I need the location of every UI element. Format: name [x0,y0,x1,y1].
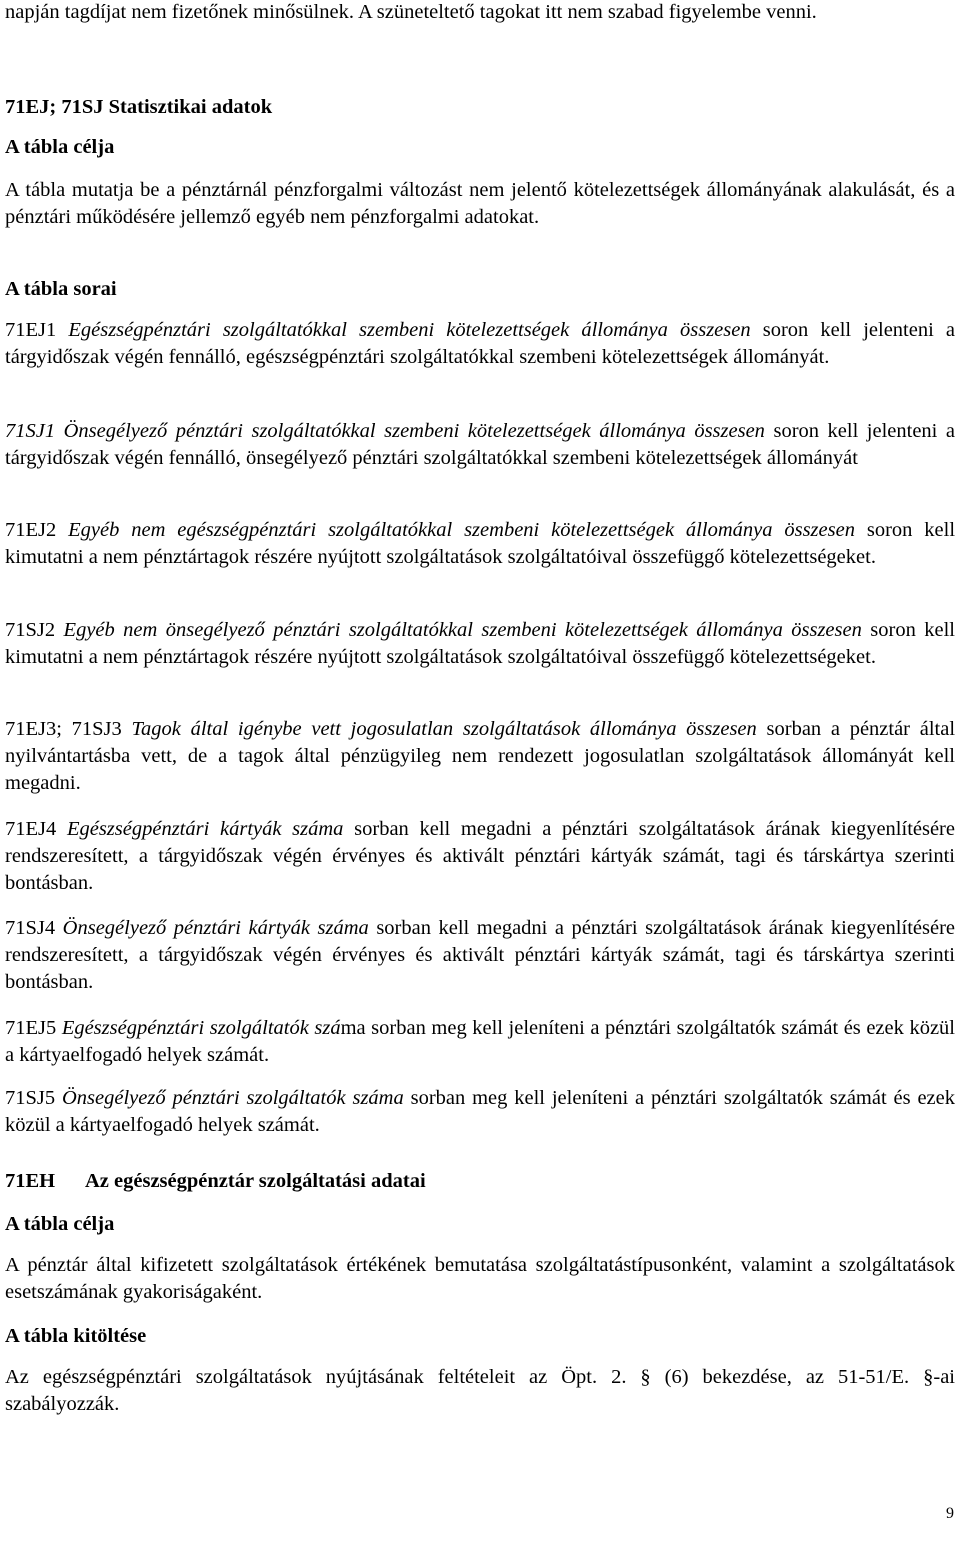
row-title: Önsegélyező pénztári szolgáltatók száma [62,1087,404,1109]
section2-fill-text: Az egészségpénztári szolgáltatások nyújtásának feltételeit az Öpt. 2. § (6) bekezdése, az 51-51/E. §-ai szabályozzák. [5,1366,955,1415]
section2-fill-heading: A tábla kitöltése [5,1325,147,1347]
row-code: 71EJ1 [5,319,69,341]
section1-rows-heading: A tábla sorai [5,278,117,300]
row-title: Egyéb nem önsegélyező pénztári szolgáltatókkal szembeni kötelezettségek állománya összesen [63,619,862,641]
row-code: 71SJ4 [5,917,63,939]
row-text: sorban kell megadni a pénztári szolgáltatások árának kiegyenlítésére rendszeresített, a tárgyidőszak végén érvényes és aktivált pénztári kártyák számát, tagi és társkártya szerinti bontásban. [5,917,955,993]
section2-purpose-heading: A tábla célja [5,1213,115,1235]
row-title: Egészségpénztári szolgáltatókkal szembeni kötelezettségek állománya összesen [68,319,751,341]
row-code: 71EJ3; 71SJ3 [5,718,132,740]
row-title: Egészségpénztári kártyák száma [66,818,344,840]
section1-purpose-text: A tábla mutatja be a pénztárnál pénzforgalmi változást nem jelentő kötelezettségek állományának alakulását, és a pénztári működésére jellemző egyéb nem pénzforgalmi adatokat. [5,179,955,228]
row-item-71sj4 [5,915,955,996]
row-title: Egészségpénztári szolgáltatók szá [61,1017,341,1039]
row-text: soron kell kimutatni a nem pénztártagok részére nyújtott szolgáltatások szolgáltatóival összefüggő kötelezettségeket. [5,519,956,568]
row-title: Tagok által igénybe vett jogosulatlan szolgáltatások állománya összesen [131,718,757,740]
row-text: sorban a pénztár által nyilvántartásba vett, de a tagok által pénzügyileg nem rendezett jogosulatlan szolgáltatások állományát kell megadni. [5,718,956,794]
section1-title: 71EJ; 71SJ Statisztikai adatok [5,96,273,118]
intro-paragraph: napján tagdíjat nem fizetőnek minősülnek. A szüneteltető tagokat itt nem szabad figyelembe venni. [5,1,817,23]
row-text: soron kell jelenteni a tárgyidőszak végén fennálló, önsegélyező pénztári szolgáltatókkal szembeni kötelezettségek állományát [5,420,956,469]
section2-title [5,1168,426,1195]
row-item-71ej3-71sj3 [5,716,955,797]
row-code: 71SJ5 [5,1087,62,1109]
section2-purpose-text: A pénztár által kifizetett szolgáltatások értékének bemutatása szolgáltatástípusonként, valamint a szolgáltatások esetszámának gyakoriságaként. [5,1254,955,1303]
row-item-71sj5 [5,1085,955,1139]
row-text: sorban kell megadni a pénztári szolgáltatások árának kiegyenlítésére rendszeresített, a tárgyidőszak végén érvényes és aktivált pénztári kártyák számát, tagi és társkártya szerinti bontásban. [5,818,955,894]
row-item-71sj2 [5,617,955,671]
section1-purpose-heading: A tábla célja [5,136,115,158]
section2-title-text: Az egészségpénztár szolgáltatási adatai [85,1170,426,1192]
row-text: soron kell jelenteni a tárgyidőszak végén fennálló, egészségpénztári szolgáltatókkal szembeni kötelezettségek állományát. [5,319,956,368]
row-code: 71EJ5 [5,1017,62,1039]
row-item-71ej1 [5,317,955,371]
page-number: 9 [946,1505,954,1522]
row-text: sorban meg kell jeleníteni a pénztári szolgáltatók számát és ezek közül a kártyaelfogadó helyek számát. [5,1087,955,1136]
row-text: ma sorban meg kell jeleníteni a pénztári szolgáltatók számát és ezek közül a kártyaelfogadó helyek számát. [5,1017,955,1066]
row-title: 71SJ1 Önsegélyező pénztári szolgáltatókkal szembeni kötelezettségek állománya összesen [5,420,765,442]
row-code: 71EJ4 [5,818,67,840]
row-item-71ej2 [5,517,955,571]
row-title: Önsegélyező pénztári kártyák száma [62,917,369,939]
row-item-71ej4 [5,816,955,897]
row-code: 71EJ2 [5,519,69,541]
row-text: soron kell kimutatni a nem pénztártagok részére nyújtott szolgáltatások szolgáltatóival összefüggő kötelezettségeket. [5,619,956,668]
row-item-71ej5 [5,1015,955,1069]
section2-code: 71EH [5,1170,56,1192]
row-item-71sj1 [5,418,955,472]
row-code: 71SJ2 [5,619,64,641]
row-title: Egyéb nem egészségpénztári szolgáltatókkal szembeni kötelezettségek állománya összesen [68,519,855,541]
